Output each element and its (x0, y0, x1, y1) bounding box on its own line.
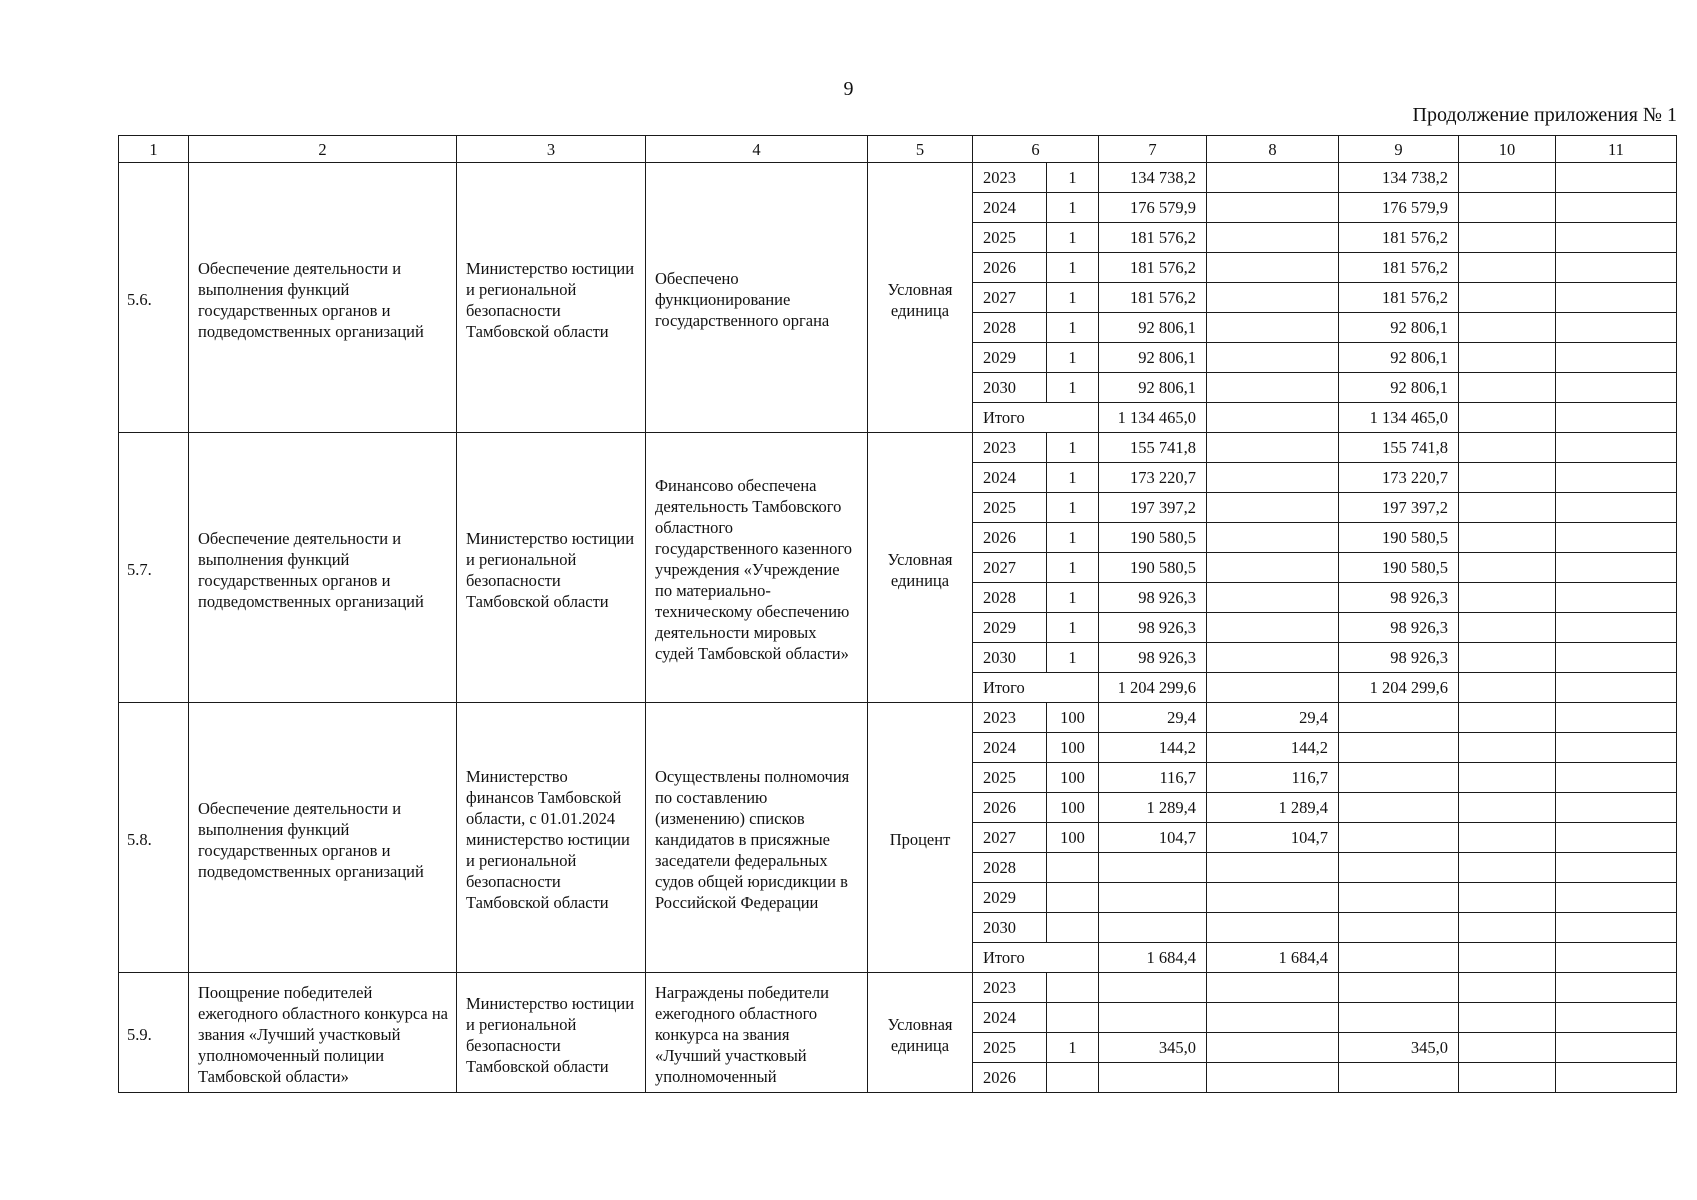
section-number: 5.7. (119, 433, 189, 703)
indicator-value: 1 (1047, 163, 1099, 193)
amount-regional: 92 806,1 (1339, 343, 1459, 373)
amount-total: 176 579,9 (1099, 193, 1207, 223)
amount-total: 134 738,2 (1099, 163, 1207, 193)
indicator-value (1047, 973, 1099, 1003)
amount-total: 1 204 299,6 (1099, 673, 1207, 703)
column-number-7: 7 (1099, 136, 1207, 163)
amount-col-10 (1459, 523, 1556, 553)
amount-col-10 (1459, 913, 1556, 943)
year-cell: 2025 (973, 223, 1047, 253)
column-number-9: 9 (1339, 136, 1459, 163)
indicator-value: 1 (1047, 253, 1099, 283)
indicator-value: 1 (1047, 433, 1099, 463)
indicator-value: 1 (1047, 373, 1099, 403)
amount-regional (1339, 823, 1459, 853)
year-cell: 2030 (973, 643, 1047, 673)
indicator-value (1047, 1063, 1099, 1093)
amount-total: 92 806,1 (1099, 343, 1207, 373)
year-cell: 2027 (973, 283, 1047, 313)
amount-regional (1339, 703, 1459, 733)
amount-federal (1207, 1003, 1339, 1033)
amount-col-10 (1459, 943, 1556, 973)
amount-total: 1 684,4 (1099, 943, 1207, 973)
amount-total: 29,4 (1099, 703, 1207, 733)
year-cell: 2028 (973, 583, 1047, 613)
amount-col-11 (1556, 583, 1677, 613)
amount-col-10 (1459, 823, 1556, 853)
year-cell: 2025 (973, 493, 1047, 523)
amount-federal (1207, 163, 1339, 193)
indicator-value: 1 (1047, 643, 1099, 673)
amount-col-10 (1459, 493, 1556, 523)
amount-col-11 (1556, 793, 1677, 823)
year-cell: 2027 (973, 553, 1047, 583)
indicator-value: 1 (1047, 463, 1099, 493)
amount-col-11 (1556, 163, 1677, 193)
year-cell: 2023 (973, 973, 1047, 1003)
year-cell: 2023 (973, 163, 1047, 193)
amount-col-11 (1556, 823, 1677, 853)
indicator-value: 1 (1047, 193, 1099, 223)
amount-total: 345,0 (1099, 1033, 1207, 1063)
amount-federal (1207, 373, 1339, 403)
measure-unit: Условная единица (868, 973, 973, 1093)
amount-col-10 (1459, 613, 1556, 643)
amount-regional: 1 204 299,6 (1339, 673, 1459, 703)
column-number-5: 5 (868, 136, 973, 163)
amount-col-11 (1556, 523, 1677, 553)
activity-name: Обеспечение деятельности и выполнения функций государственных органов и подведомственных организаций (189, 433, 457, 703)
amount-federal (1207, 1033, 1339, 1063)
amount-regional: 92 806,1 (1339, 313, 1459, 343)
amount-federal (1207, 673, 1339, 703)
amount-total (1099, 973, 1207, 1003)
amount-col-11 (1556, 703, 1677, 733)
table-row (119, 973, 1677, 1003)
amount-col-10 (1459, 313, 1556, 343)
amount-col-10 (1459, 253, 1556, 283)
amount-federal (1207, 583, 1339, 613)
amount-col-10 (1459, 403, 1556, 433)
page-number: 9 (843, 78, 854, 100)
responsible-executor: Министерство юстиции и региональной безопасности Тамбовской области (457, 433, 646, 703)
column-number-4: 4 (646, 136, 868, 163)
amount-total: 144,2 (1099, 733, 1207, 763)
year-cell: 2028 (973, 313, 1047, 343)
amount-federal (1207, 523, 1339, 553)
amount-total: 181 576,2 (1099, 223, 1207, 253)
amount-col-11 (1556, 403, 1677, 433)
amount-regional: 134 738,2 (1339, 163, 1459, 193)
year-cell: 2027 (973, 823, 1047, 853)
amount-col-10 (1459, 1063, 1556, 1093)
continuation-label: Продолжение приложения № 1 (1412, 104, 1677, 126)
amount-federal (1207, 463, 1339, 493)
amount-regional: 190 580,5 (1339, 523, 1459, 553)
amount-col-10 (1459, 643, 1556, 673)
amount-col-10 (1459, 763, 1556, 793)
amount-regional: 92 806,1 (1339, 373, 1459, 403)
indicator-value: 100 (1047, 703, 1099, 733)
column-number-11: 11 (1556, 136, 1677, 163)
amount-col-10 (1459, 463, 1556, 493)
amount-federal: 144,2 (1207, 733, 1339, 763)
amount-total (1099, 883, 1207, 913)
section-number: 5.6. (119, 163, 189, 433)
amount-federal (1207, 643, 1339, 673)
expected-result: Осуществлены полномочия по составлению (изменению) списков кандидатов в присяжные заседатели федеральных судов общей юрисдикции в Российской Федерации (646, 703, 868, 973)
year-cell: 2023 (973, 433, 1047, 463)
amount-col-10 (1459, 583, 1556, 613)
amount-col-10 (1459, 283, 1556, 313)
amount-regional (1339, 973, 1459, 1003)
amount-federal (1207, 313, 1339, 343)
amount-federal: 29,4 (1207, 703, 1339, 733)
amount-regional (1339, 913, 1459, 943)
indicator-value: 1 (1047, 493, 1099, 523)
amount-col-11 (1556, 433, 1677, 463)
indicator-value: 1 (1047, 343, 1099, 373)
amount-col-10 (1459, 973, 1556, 1003)
amount-col-10 (1459, 1003, 1556, 1033)
indicator-value: 100 (1047, 823, 1099, 853)
amount-total: 116,7 (1099, 763, 1207, 793)
total-label: Итого (973, 943, 1099, 973)
amount-col-11 (1556, 643, 1677, 673)
amount-col-11 (1556, 973, 1677, 1003)
amount-total: 181 576,2 (1099, 283, 1207, 313)
amount-regional: 173 220,7 (1339, 463, 1459, 493)
year-cell: 2030 (973, 373, 1047, 403)
amount-federal (1207, 343, 1339, 373)
amount-col-10 (1459, 883, 1556, 913)
amount-col-10 (1459, 193, 1556, 223)
amount-col-11 (1556, 733, 1677, 763)
indicator-value: 1 (1047, 583, 1099, 613)
column-number-6: 6 (973, 136, 1099, 163)
amount-total: 1 289,4 (1099, 793, 1207, 823)
amount-regional: 197 397,2 (1339, 493, 1459, 523)
indicator-value: 1 (1047, 523, 1099, 553)
amount-col-11 (1556, 193, 1677, 223)
amount-federal (1207, 223, 1339, 253)
amount-col-11 (1556, 373, 1677, 403)
amount-regional: 98 926,3 (1339, 583, 1459, 613)
expected-result: Награждены победители ежегодного областного конкурса на звания «Лучший участковый уполномоченный (646, 973, 868, 1093)
amount-col-10 (1459, 373, 1556, 403)
amount-federal (1207, 613, 1339, 643)
year-cell: 2023 (973, 703, 1047, 733)
amount-regional (1339, 853, 1459, 883)
indicator-value (1047, 853, 1099, 883)
activity-name: Обеспечение деятельности и выполнения функций государственных органов и подведомственных организаций (189, 703, 457, 973)
amount-regional: 155 741,8 (1339, 433, 1459, 463)
amount-total (1099, 853, 1207, 883)
year-cell: 2030 (973, 913, 1047, 943)
amount-col-11 (1556, 283, 1677, 313)
year-cell: 2024 (973, 1003, 1047, 1033)
column-number-row (119, 136, 1677, 163)
amount-total (1099, 913, 1207, 943)
amount-col-10 (1459, 553, 1556, 583)
column-number-10: 10 (1459, 136, 1556, 163)
amount-regional: 176 579,9 (1339, 193, 1459, 223)
table-row (119, 433, 1677, 463)
amount-col-11 (1556, 1033, 1677, 1063)
amount-total: 155 741,8 (1099, 433, 1207, 463)
expected-result: Обеспечено функционирование государственного органа (646, 163, 868, 433)
amount-col-10 (1459, 853, 1556, 883)
column-number-2: 2 (189, 136, 457, 163)
amount-federal: 104,7 (1207, 823, 1339, 853)
amount-federal (1207, 433, 1339, 463)
amount-total: 197 397,2 (1099, 493, 1207, 523)
amount-col-11 (1556, 673, 1677, 703)
program-table (118, 135, 1677, 1093)
amount-federal (1207, 493, 1339, 523)
indicator-value: 100 (1047, 733, 1099, 763)
amount-total: 92 806,1 (1099, 313, 1207, 343)
amount-col-11 (1556, 613, 1677, 643)
amount-regional: 98 926,3 (1339, 613, 1459, 643)
amount-col-11 (1556, 553, 1677, 583)
amount-total: 190 580,5 (1099, 523, 1207, 553)
amount-col-10 (1459, 1033, 1556, 1063)
amount-regional (1339, 883, 1459, 913)
amount-federal (1207, 973, 1339, 1003)
amount-total: 173 220,7 (1099, 463, 1207, 493)
amount-col-10 (1459, 703, 1556, 733)
year-cell: 2029 (973, 613, 1047, 643)
amount-total (1099, 1003, 1207, 1033)
amount-col-11 (1556, 763, 1677, 793)
amount-regional: 181 576,2 (1339, 223, 1459, 253)
amount-federal (1207, 913, 1339, 943)
amount-col-10 (1459, 793, 1556, 823)
indicator-value: 1 (1047, 1033, 1099, 1063)
table-body (119, 136, 1677, 1093)
year-cell: 2026 (973, 793, 1047, 823)
indicator-value (1047, 913, 1099, 943)
amount-federal (1207, 853, 1339, 883)
amount-federal (1207, 883, 1339, 913)
amount-regional (1339, 1003, 1459, 1033)
column-number-8: 8 (1207, 136, 1339, 163)
year-cell: 2029 (973, 343, 1047, 373)
amount-total: 92 806,1 (1099, 373, 1207, 403)
table-row (119, 163, 1677, 193)
indicator-value: 1 (1047, 613, 1099, 643)
amount-col-11 (1556, 463, 1677, 493)
amount-regional: 1 134 465,0 (1339, 403, 1459, 433)
amount-regional (1339, 763, 1459, 793)
amount-federal (1207, 253, 1339, 283)
amount-total: 98 926,3 (1099, 643, 1207, 673)
amount-col-11 (1556, 943, 1677, 973)
amount-regional: 181 576,2 (1339, 283, 1459, 313)
activity-name: Поощрение победителей ежегодного областного конкурса на звания «Лучший участковый уполномоченный полиции Тамбовской области» (189, 973, 457, 1093)
amount-total: 1 134 465,0 (1099, 403, 1207, 433)
amount-federal (1207, 553, 1339, 583)
year-cell: 2024 (973, 733, 1047, 763)
year-cell: 2024 (973, 463, 1047, 493)
amount-federal (1207, 193, 1339, 223)
measure-unit: Условная единица (868, 163, 973, 433)
responsible-executor: Министерство юстиции и региональной безопасности Тамбовской области (457, 973, 646, 1093)
amount-col-11 (1556, 223, 1677, 253)
amount-total: 181 576,2 (1099, 253, 1207, 283)
amount-col-11 (1556, 1003, 1677, 1033)
amount-federal: 1 289,4 (1207, 793, 1339, 823)
amount-federal (1207, 283, 1339, 313)
indicator-value (1047, 1003, 1099, 1033)
amount-col-11 (1556, 883, 1677, 913)
amount-federal: 116,7 (1207, 763, 1339, 793)
amount-col-11 (1556, 253, 1677, 283)
year-cell: 2028 (973, 853, 1047, 883)
indicator-value: 1 (1047, 553, 1099, 583)
amount-total: 104,7 (1099, 823, 1207, 853)
amount-col-11 (1556, 313, 1677, 343)
indicator-value: 1 (1047, 223, 1099, 253)
measure-unit: Условная единица (868, 433, 973, 703)
year-cell: 2025 (973, 763, 1047, 793)
amount-regional (1339, 733, 1459, 763)
amount-regional (1339, 1063, 1459, 1093)
amount-col-10 (1459, 733, 1556, 763)
year-cell: 2026 (973, 523, 1047, 553)
total-label: Итого (973, 673, 1099, 703)
amount-total: 98 926,3 (1099, 613, 1207, 643)
year-cell: 2024 (973, 193, 1047, 223)
amount-col-10 (1459, 163, 1556, 193)
section-number: 5.9. (119, 973, 189, 1093)
amount-col-11 (1556, 913, 1677, 943)
amount-total (1099, 1063, 1207, 1093)
amount-col-11 (1556, 853, 1677, 883)
amount-regional: 98 926,3 (1339, 643, 1459, 673)
year-cell: 2026 (973, 1063, 1047, 1093)
total-label: Итого (973, 403, 1099, 433)
section-number: 5.8. (119, 703, 189, 973)
measure-unit: Процент (868, 703, 973, 973)
amount-col-10 (1459, 673, 1556, 703)
table-row (119, 703, 1677, 733)
amount-total: 190 580,5 (1099, 553, 1207, 583)
amount-federal (1207, 403, 1339, 433)
amount-col-10 (1459, 223, 1556, 253)
amount-federal (1207, 1063, 1339, 1093)
indicator-value: 1 (1047, 313, 1099, 343)
amount-col-10 (1459, 343, 1556, 373)
column-number-3: 3 (457, 136, 646, 163)
amount-regional: 345,0 (1339, 1033, 1459, 1063)
activity-name: Обеспечение деятельности и выполнения функций государственных органов и подведомственных организаций (189, 163, 457, 433)
indicator-value: 100 (1047, 793, 1099, 823)
amount-regional: 181 576,2 (1339, 253, 1459, 283)
indicator-value (1047, 883, 1099, 913)
amount-federal: 1 684,4 (1207, 943, 1339, 973)
amount-col-11 (1556, 493, 1677, 523)
expected-result: Финансово обеспечена деятельность Тамбовского областного государственного казенного учреждения «Учреждение по материально-техническому обеспечению деятельности мировых судей Тамбовской области» (646, 433, 868, 703)
column-number-1: 1 (119, 136, 189, 163)
responsible-executor: Министерство юстиции и региональной безопасности Тамбовской области (457, 163, 646, 433)
amount-regional (1339, 943, 1459, 973)
amount-col-10 (1459, 433, 1556, 463)
amount-regional: 190 580,5 (1339, 553, 1459, 583)
amount-col-11 (1556, 1063, 1677, 1093)
year-cell: 2025 (973, 1033, 1047, 1063)
indicator-value: 1 (1047, 283, 1099, 313)
year-cell: 2026 (973, 253, 1047, 283)
year-cell: 2029 (973, 883, 1047, 913)
amount-total: 98 926,3 (1099, 583, 1207, 613)
indicator-value: 100 (1047, 763, 1099, 793)
responsible-executor: Министерство финансов Тамбовской области, с 01.01.2024 министерство юстиции и региональной безопасности Тамбовской области (457, 703, 646, 973)
amount-col-11 (1556, 343, 1677, 373)
amount-regional (1339, 793, 1459, 823)
